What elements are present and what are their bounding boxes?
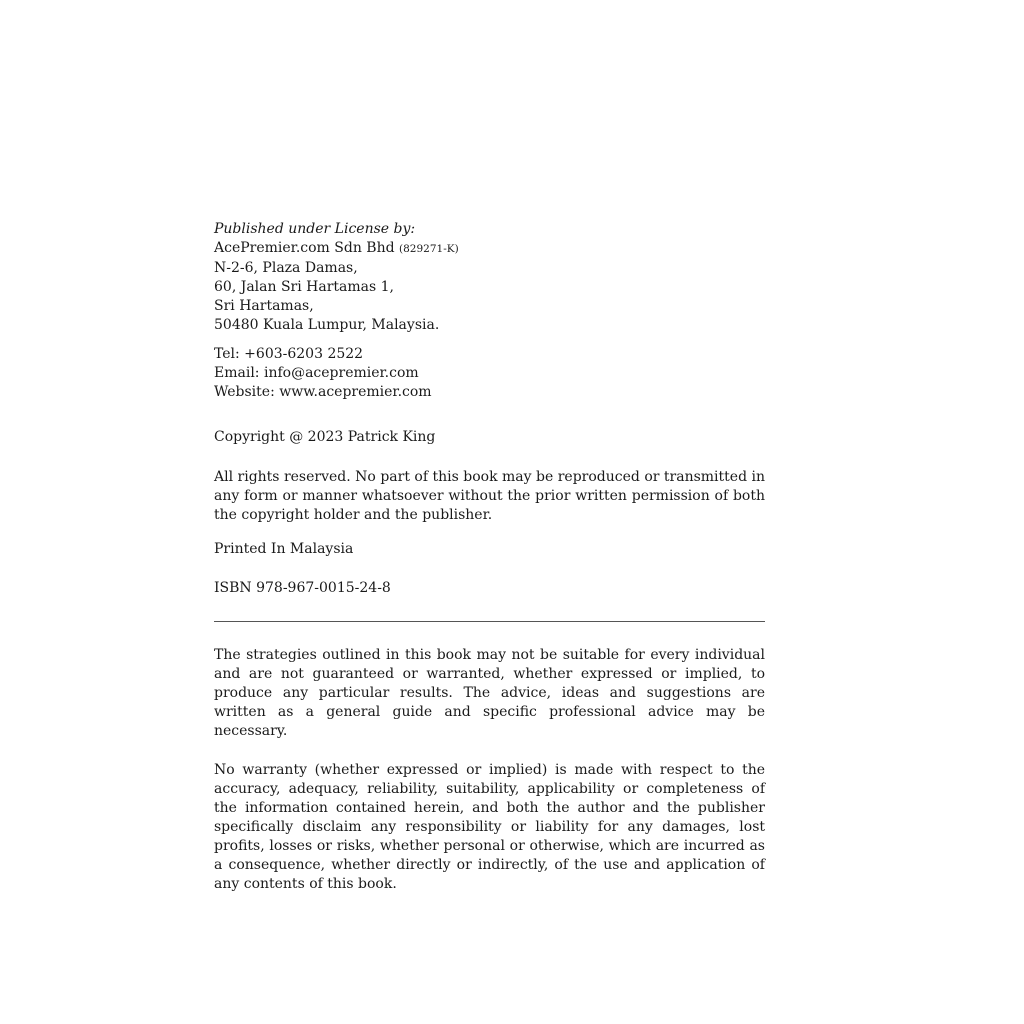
- email: Email: info@acepremier.com: [214, 365, 419, 381]
- address-line: 50480 Kuala Lumpur, Malaysia.: [214, 317, 440, 333]
- warranty-block: [214, 761, 765, 894]
- contact-block: [214, 345, 765, 402]
- strategies-block: [214, 646, 765, 741]
- address-line: Sri Hartamas,: [214, 298, 314, 314]
- copyright-block: [214, 428, 765, 447]
- publisher-block: [214, 220, 765, 335]
- address-line: N-2-6, Plaza Damas,: [214, 260, 358, 276]
- isbn: ISBN 978-967-0015-24-8: [214, 580, 391, 596]
- company-reg-no: (829271-K): [399, 243, 459, 255]
- company-name: AcePremier.com Sdn Bhd: [214, 240, 395, 256]
- warranty-disclaimer: No warranty (whether expressed or implied) is made with respect to the accuracy, adequacy, reliability, suitability, applicability or completeness of the information contained herein, and both the author and the publisher specifically disclaim any responsibility or liability for any damages, lost profits, losses or risks, whether personal or otherwise, which are incurred as a consequence, whether directly or indirectly, of the use and application of any contents of this book.: [214, 762, 765, 892]
- printed-in: Printed In Malaysia: [214, 541, 354, 557]
- rights-notice: All rights reserved. No part of this book may be reproduced or transmitted in any form or manner whatsoever without the prior written permission of both the copyright holder and the publisher.: [214, 469, 765, 523]
- website: Website: www.acepremier.com: [214, 384, 432, 400]
- divider: [214, 621, 765, 622]
- publisher-heading: Published under License by:: [214, 221, 416, 237]
- address-line: 60, Jalan Sri Hartamas 1,: [214, 279, 395, 295]
- publisher-company-line: [214, 239, 765, 259]
- isbn-block: [214, 579, 765, 598]
- copyright-page: [214, 220, 765, 894]
- copyright-notice: Copyright @ 2023 Patrick King: [214, 429, 436, 445]
- strategies-disclaimer: The strategies outlined in this book may not be suitable for every individual and are not guaranteed or warranted, whether expressed or implied, to produce any particular results. The advice, ideas and suggestions are written as a general guide and specific professional advice may be necessary.: [214, 647, 765, 739]
- rights-block: [214, 468, 765, 525]
- telephone: Tel: +603-6203 2522: [214, 346, 364, 362]
- printed-block: [214, 540, 765, 559]
